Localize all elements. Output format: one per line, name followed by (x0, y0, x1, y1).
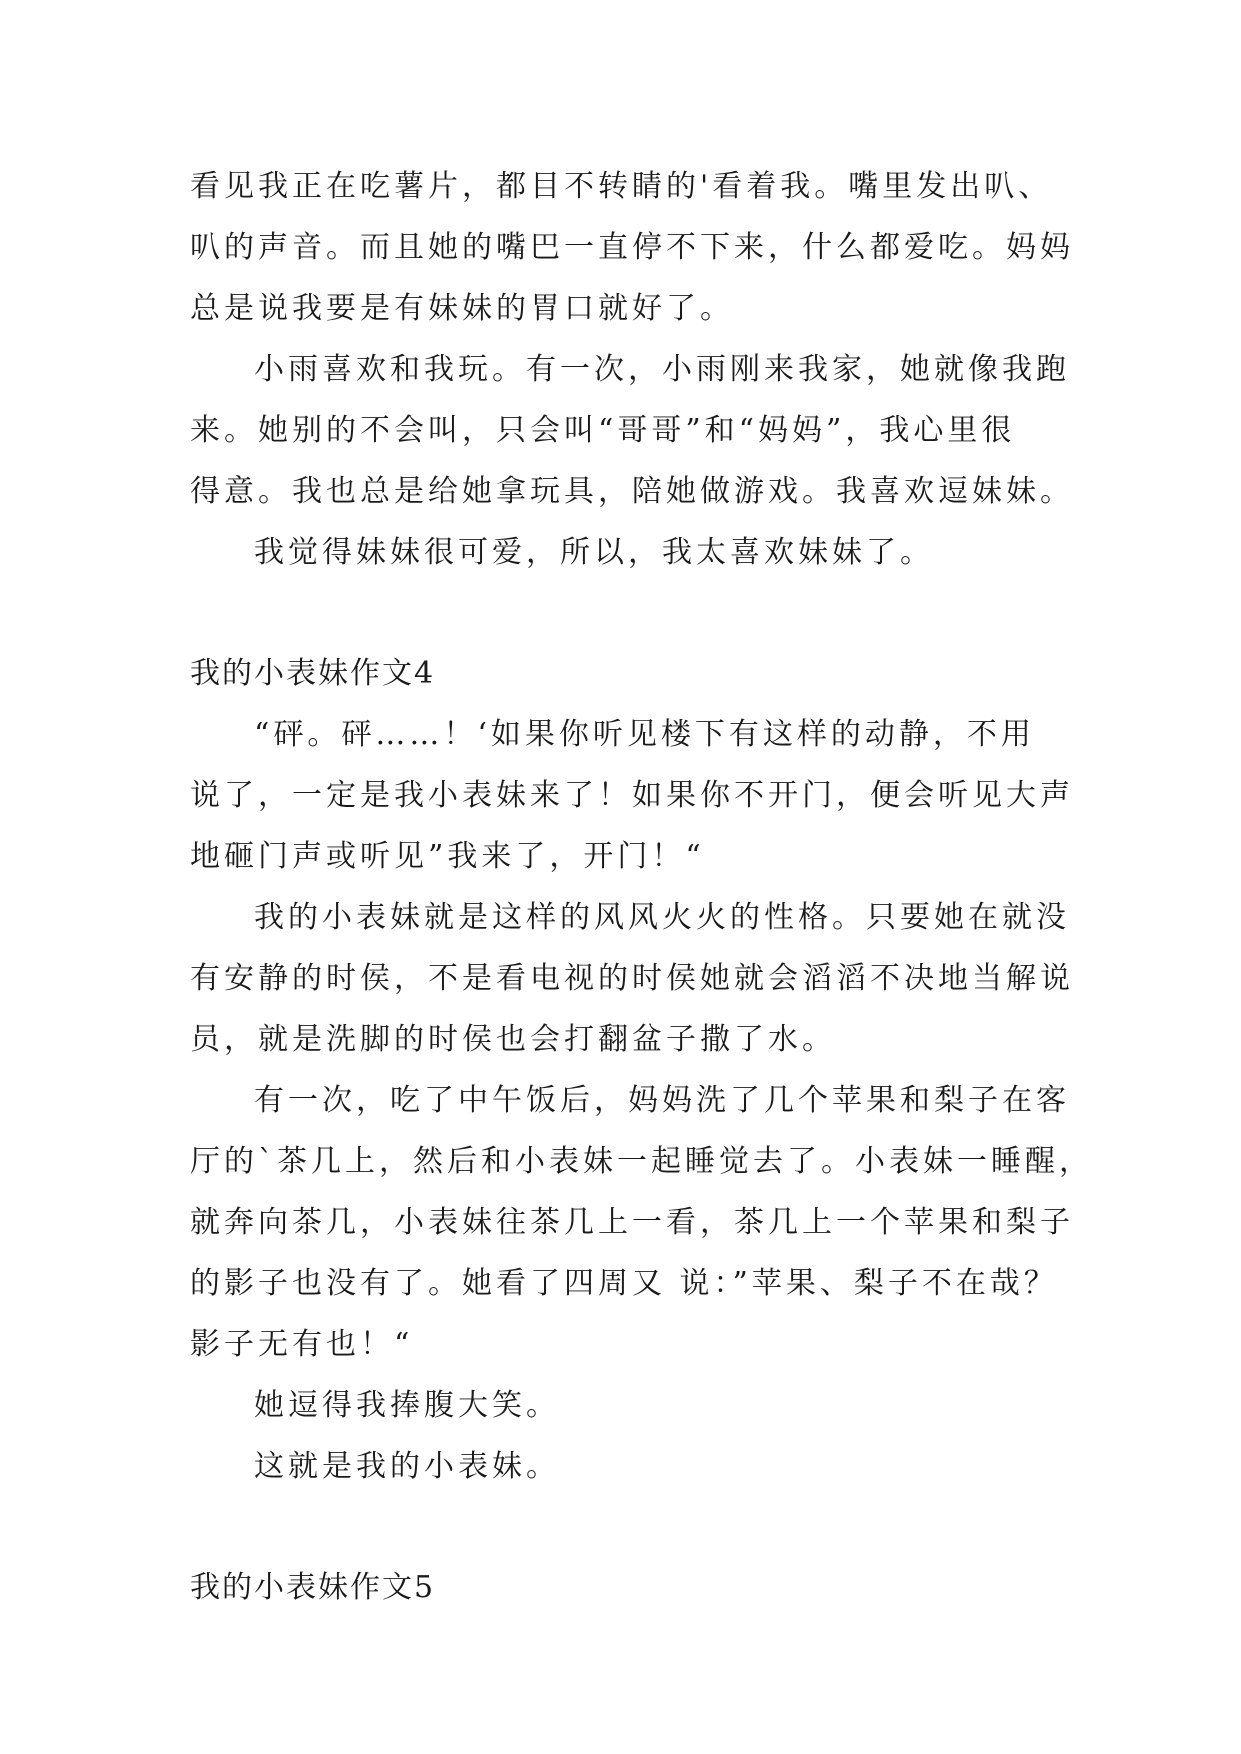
paragraph (190, 887, 1074, 1070)
text-line: 厅的`茶几上，然后和小表妹一起睡觉去了。小表妹一睡醒， (190, 1144, 1093, 1179)
text-line: 来。她别的不会叫，只会叫“哥哥”和“妈妈”，我心里很 (190, 413, 1016, 448)
paragraph (190, 1436, 1070, 1497)
paragraph (190, 522, 1070, 583)
paragraph (190, 1070, 1093, 1375)
text-line: 地砸门声或听见”我来了，开门！“ (190, 839, 705, 874)
text-line: 有安静的时侯，不是看电视的时侯她就会滔滔不决地当解说 (190, 961, 1074, 996)
text-line: 这就是我的小表妹。 (254, 1449, 560, 1484)
section-heading: 我的小表妹作文4 (190, 656, 436, 691)
paragraph (190, 1375, 1070, 1436)
text-line: 我的小表妹就是这样的风风火火的性格。只要她在就没 (254, 900, 1070, 935)
text-line: 我觉得妹妹很可爱，所以，我太喜欢妹妹了。 (254, 535, 934, 570)
text-line: 员，就是洗脚的时侯也会打翻盆子撒了水。 (190, 1022, 836, 1057)
paragraph (190, 156, 1074, 339)
text-line: 她逗得我捧腹大笑。 (254, 1388, 560, 1423)
text-line: 看见我正在吃薯片，都目不转睛的'看着我。嘴里发出叭、 (190, 169, 1053, 204)
text-line: 总是说我要是有妹妹的胃口就好了。 (190, 291, 734, 326)
section-gap (190, 583, 1070, 643)
text-line: “砰。砰……！‘如果你听见楼下有这样的动静，不用 (254, 717, 1035, 752)
section-gap (190, 1497, 1070, 1557)
section-heading: 我的小表妹作文5 (190, 1570, 436, 1605)
text-line: 有一次，吃了中午饭后，妈妈洗了几个苹果和梨子在客 (254, 1083, 1070, 1118)
text-line: 说了，一定是我小表妹来了！如果你不开门，便会听见大声 (190, 778, 1074, 813)
text-line: 小雨喜欢和我玩。有一次，小雨刚来我家，她就像我跑 (254, 352, 1070, 387)
text-line: 叭的声音。而且她的嘴巴一直停不下来，什么都爱吃。妈妈 (190, 230, 1074, 265)
paragraph (190, 704, 1074, 887)
text-line: 就奔向茶几，小表妹往茶几上一看，茶几上一个苹果和梨子 (190, 1205, 1074, 1240)
paragraph (190, 339, 1074, 522)
text-line: 影子无有也！“ (190, 1327, 414, 1362)
text-line: 的影子也没有了。她看了四周又 说：”苹果、梨子不在哉？ (190, 1266, 1058, 1301)
essay-body (190, 156, 1093, 1618)
text-line: 得意。我也总是给她拿玩具，陪她做游戏。我喜欢逗妹妹。 (190, 474, 1074, 509)
